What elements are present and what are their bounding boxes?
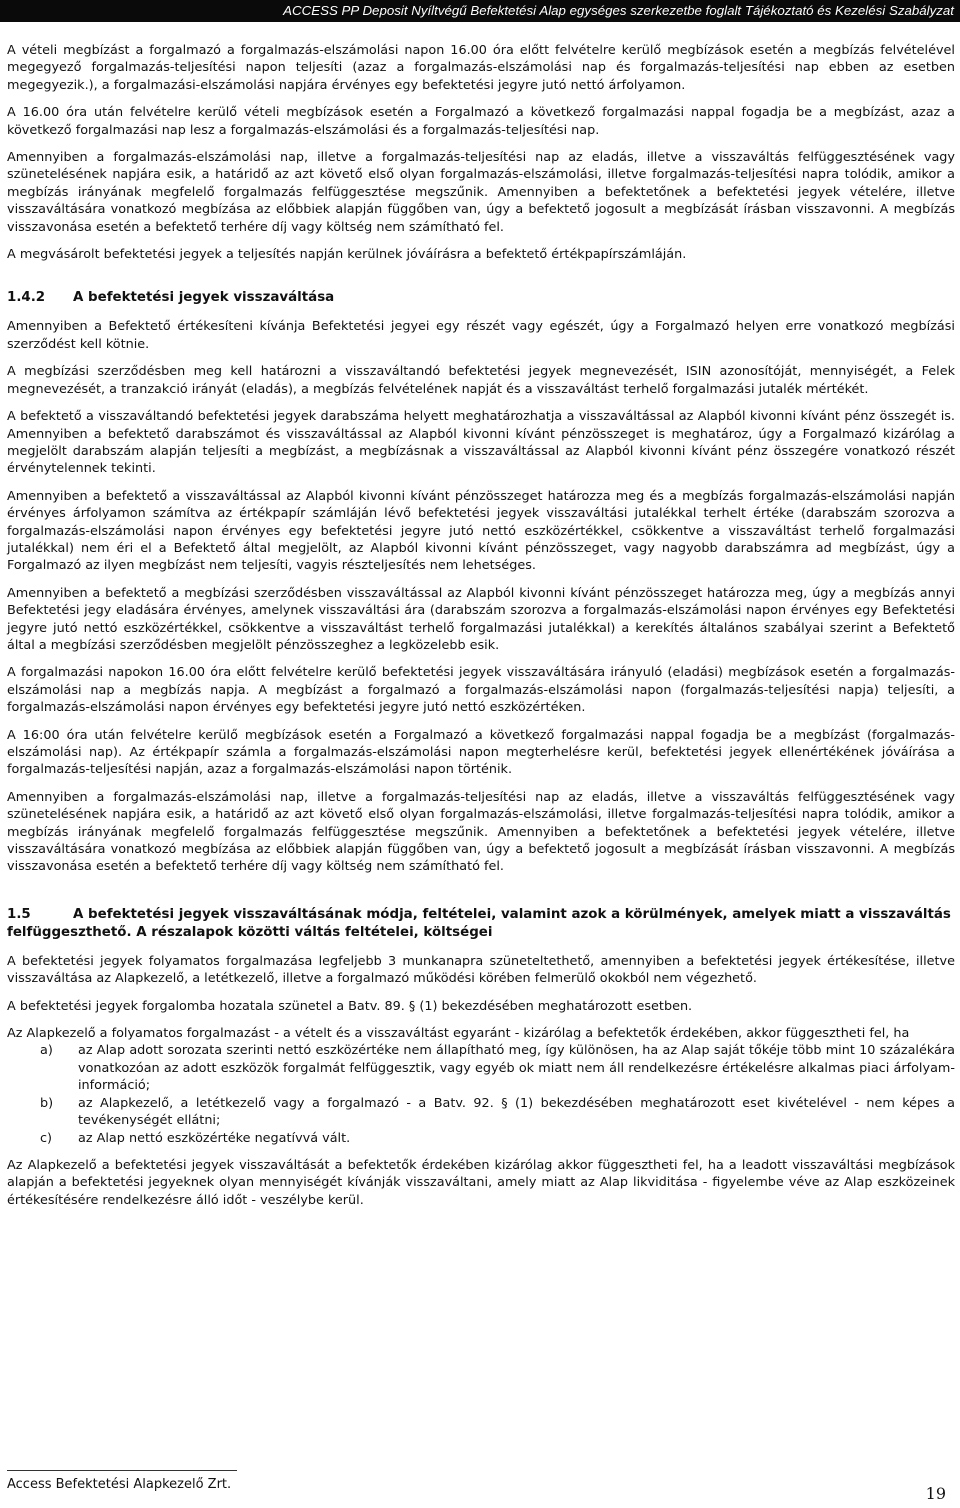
paragraph: Amennyiben a befektető a visszaváltással az Alapból kivonni kívánt pénzösszeget határozza meg és a megbízás forgalmazás-elszámolási napján érvényes árfolyamon számítva az értékpapír számláján lévő befektetési jegyek visszaváltási jutalékkal terhelt értéke (darabszám szorozva a forgalmazás-elszámolási napon érvényes egy befektetési jegyre jutó nettó eszközértékkel, csökkentve a visszaváltást terhelő forgalmazási jutalékkal) nem éri el a Befektető által megjelölt, az Alapból kivonni kívánt pénzösszeget, vagy nagyobb darabszámra ad megbízást, úgy a Forgalmazó az ilyen megbízást nem teljesíti, vagyis részteljesítés nem lehetséges. (7, 488, 955, 574)
section-number: 1.5 (7, 906, 31, 922)
section-number: 1.4.2 (7, 290, 46, 306)
paragraph: Amennyiben a befektető a megbízási szerződésben visszaváltással az Alapból kivonni kívánt pénzösszeget határozza meg, úgy a megbízás annyi Befektetési jegy eladására érvényes, amelynek visszaváltási ára (darabszám szorozva a forgalmazás-elszámolási napon érvényes egy Befektetési jegyre jutó nettó eszközértékkel, csökkentve a visszaváltást terhelő forgalmazási jutalékkal) a kerekítés általános szabályai szerint a Befektető által a megbízási szerződésben megjelölt pénzösszeghez a legközelebb esik. (7, 585, 955, 653)
paragraph: A befektetési jegyek folyamatos forgalmazása legfeljebb 3 munkanapra szüneteltethető, amennyiben a befektetési jegyek értékesítése, illetve visszaváltása az Alapkezelő, a letétkezelő, illetve a forgalmazó működési körében felmerülő okokból nem végezhető. (7, 953, 955, 987)
section-title: A befektetési jegyek visszaváltása (73, 290, 335, 306)
paragraph: Az Alapkezelő a folyamatos forgalmazást - a vételt és a visszaváltást egyaránt - kizárólag a befektetők érdekében, akkor függesztheti fel, ha (7, 1026, 910, 1042)
list-item-label: b) (40, 1095, 54, 1111)
section-heading-1-5 (7, 906, 955, 942)
document-body (7, 42, 955, 1219)
list-item-label: c) (40, 1130, 53, 1146)
paragraph: Amennyiben a forgalmazás-elszámolási nap, illetve a forgalmazás-teljesítési nap az eladás, illetve a visszaváltás felfüggesztésének vagy szünetelésének napjára esik, a határidő az azt követő első olyan forgalmazás-elszámolási, illetve forgalmazás-teljesítési napra tolódik, amikor a megbízás irányának megfelelő forgalmazás felfüggesztése megszűnik. Amennyiben a befektetőnek a befektetési jegyek vételére, illetve visszaváltására vonatkozó megbízása az előbbiek alapján függőben van, úgy a befektető jogosult a megbízását írásban visszavonni. A megbízás visszavonása esetén a befektető terhére díj vagy költség nem számítható fel. (7, 789, 955, 875)
footer-company: Access Befektetési Alapkezelő Zrt. (7, 1477, 232, 1492)
suspension-conditions-list (7, 1042, 955, 1146)
list-item-text: az Alap nettó eszközértéke negatívvá vált. (78, 1130, 351, 1146)
section-heading-1-4-2 (7, 289, 955, 307)
paragraph: A 16:00 óra után felvételre kerülő megbízások esetén a Forgalmazó a következő forgalmazási nappal fogadja be a megbízást (forgalmazás-elszámolási nap). Az értékpapír számla a forgalmazás-elszámolási napon megterhelésre kerül, befektetési jegyek ellenértékének jóváírása a forgalmazás-teljesítési napján, azaz a forgalmazás-elszámolási napon történik. (7, 727, 955, 778)
paragraph: Amennyiben a forgalmazás-elszámolási nap, illetve a forgalmazás-teljesítési nap az eladás, illetve a visszaváltás felfüggesztésének vagy szünetelésének napjára esik, a határidő az azt követő első olyan forgalmazás-elszámolási, illetve forgalmazás-teljesítési napra tolódik, amikor a megbízás irányának megfelelő forgalmazás felfüggesztése megszűnik. Amennyiben a befektetőnek a befektetési jegyek vételére, illetve visszaváltására vonatkozó megbízása az előbbiek alapján függőben van, úgy a befektető jogosult a megbízását írásban visszavonni. A megbízás visszavonása esetén a befektető terhére díj vagy költség nem számítható fel. (7, 150, 955, 235)
header-title: ACCESS PP Deposit Nyíltvégű Befektetési Alap egységes szerkezetbe foglalt Tájékoztató és Kezelési Szabályzat (283, 3, 954, 18)
section-title: A befektetési jegyek visszaváltásának módja, feltételei, valamint azok a körülmények, amelyek miatt a visszaváltás felfüggeszthető. A részalapok közötti váltás feltételei, költségei (7, 906, 951, 940)
paragraph: A befektetési jegyek forgalomba hozatala szünetel a Batv. 89. § (1) bekezdésében meghatározott esetben. (7, 998, 693, 1014)
paragraph: A befektető a visszaváltandó befektetési jegyek darabszáma helyett meghatározhatja a visszaváltással az Alapból kivonni kívánt pénz összegét is. Amennyiben a befektető darabszámot és visszaváltással az Alapból kivonni kívánt pénzösszeget is meghatároz, úgy a Forgalmazó kizárólag a megjelölt darabszám alapján teljesíti a megbízást, a megbízásnak a visszaváltással az Alapból kivonni kívánt pénz összegére vonatkozó részét érvénytelennek tekinti. (7, 409, 955, 477)
paragraph: Az Alapkezelő a befektetési jegyek visszaváltását a befektetők érdekében kizárólag akkor függesztheti fel, ha a leadott visszaváltási megbízások alapján a befektetési jegyeknek olyan mennyiségét kívánják visszaváltani, amely miatt az Alap likviditása - figyelembe véve az Alap eszközeinek értékesítésére rendelkezésre álló időt - veszélybe kerül. (7, 1157, 955, 1208)
list-item (7, 1095, 955, 1130)
paragraph: A 16.00 óra után felvételre kerülő vételi megbízások esetén a Forgalmazó a következő forgalmazási nappal fogadja be a megbízást, azaz a következő forgalmazási nap lesz a forgalmazás-elszámolási és a forgalmazás-teljesítési nap. (7, 105, 955, 138)
list-item-text: az Alapkezelő, a letétkezelő vagy a forgalmazó - a Batv. 92. § (1) bekezdésében meghatározott eset kivételével - nem képes a tevékenységét ellátni; (78, 1095, 955, 1129)
paragraph: A megbízási szerződésben meg kell határozni a visszaváltandó befektetési jegyek megnevezését, ISIN azonosítóját, mennyiségét, a Felek megnevezését, a tranzakció irányát (eladás), a megbízás felvételének napját és a visszaváltást terhelő forgalmazási jutalék mértékét. (7, 364, 955, 397)
paragraph: A megvásárolt befektetési jegyek a teljesítés napján kerülnek jóváírásra a befektető értékpapírszámláján. (7, 247, 687, 263)
page-number: 19 (925, 1484, 946, 1503)
running-header (0, 0, 960, 22)
paragraph: Amennyiben a Befektető értékesíteni kívánja Befektetési jegyei egy részét vagy egészét, úgy a Forgalmazó helyen erre vonatkozó megbízási szerződést kell kötnie. (7, 319, 955, 352)
list-item (7, 1130, 955, 1147)
list-item (7, 1042, 955, 1094)
list-item-text: az Alap adott sorozata szerinti nettó eszközértéke nem állapítható meg, így különösen, ha az Alap saját tőkéje több mint 10 százalékára vonatkozóan az adott eszközök forgalmát felfüggesztik, vagy egyéb ok miatt nem áll rendelkezésre értékelésre alkalmas piaci árfolyam-információ; (78, 1043, 955, 1094)
footer-divider (7, 1470, 237, 1471)
list-item-label: a) (40, 1043, 53, 1059)
paragraph: A forgalmazási napokon 16.00 óra előtt felvételre kerülő befektetési jegyek visszaváltására irányuló (eladási) megbízások esetén a forgalmazás-elszámolási nap a megbízás napja. A megbízást a forgalmazó a forgalmazás-elszámolási napon (forgalmazás-teljesítési napja) teljesíti, a forgalmazás-elszámolási napon érvényes egy befektetési jegyre jutó nettó eszközértéken. (7, 665, 955, 716)
paragraph: A vételi megbízást a forgalmazó a forgalmazás-elszámolási napon 16.00 óra előtt felvételre kerülő megbízások esetén a megbízás felvételével megegyező forgalmazás-teljesítési napon teljesíti (azaz a forgalmazás-elszámolási nap és forgalmazás-teljesítési nap ebben az esetben megegyezik.), a forgalmazási-elszámolási napjára érvényes egy befektetési jegyre jutó nettó árfolyamon. (7, 43, 955, 93)
